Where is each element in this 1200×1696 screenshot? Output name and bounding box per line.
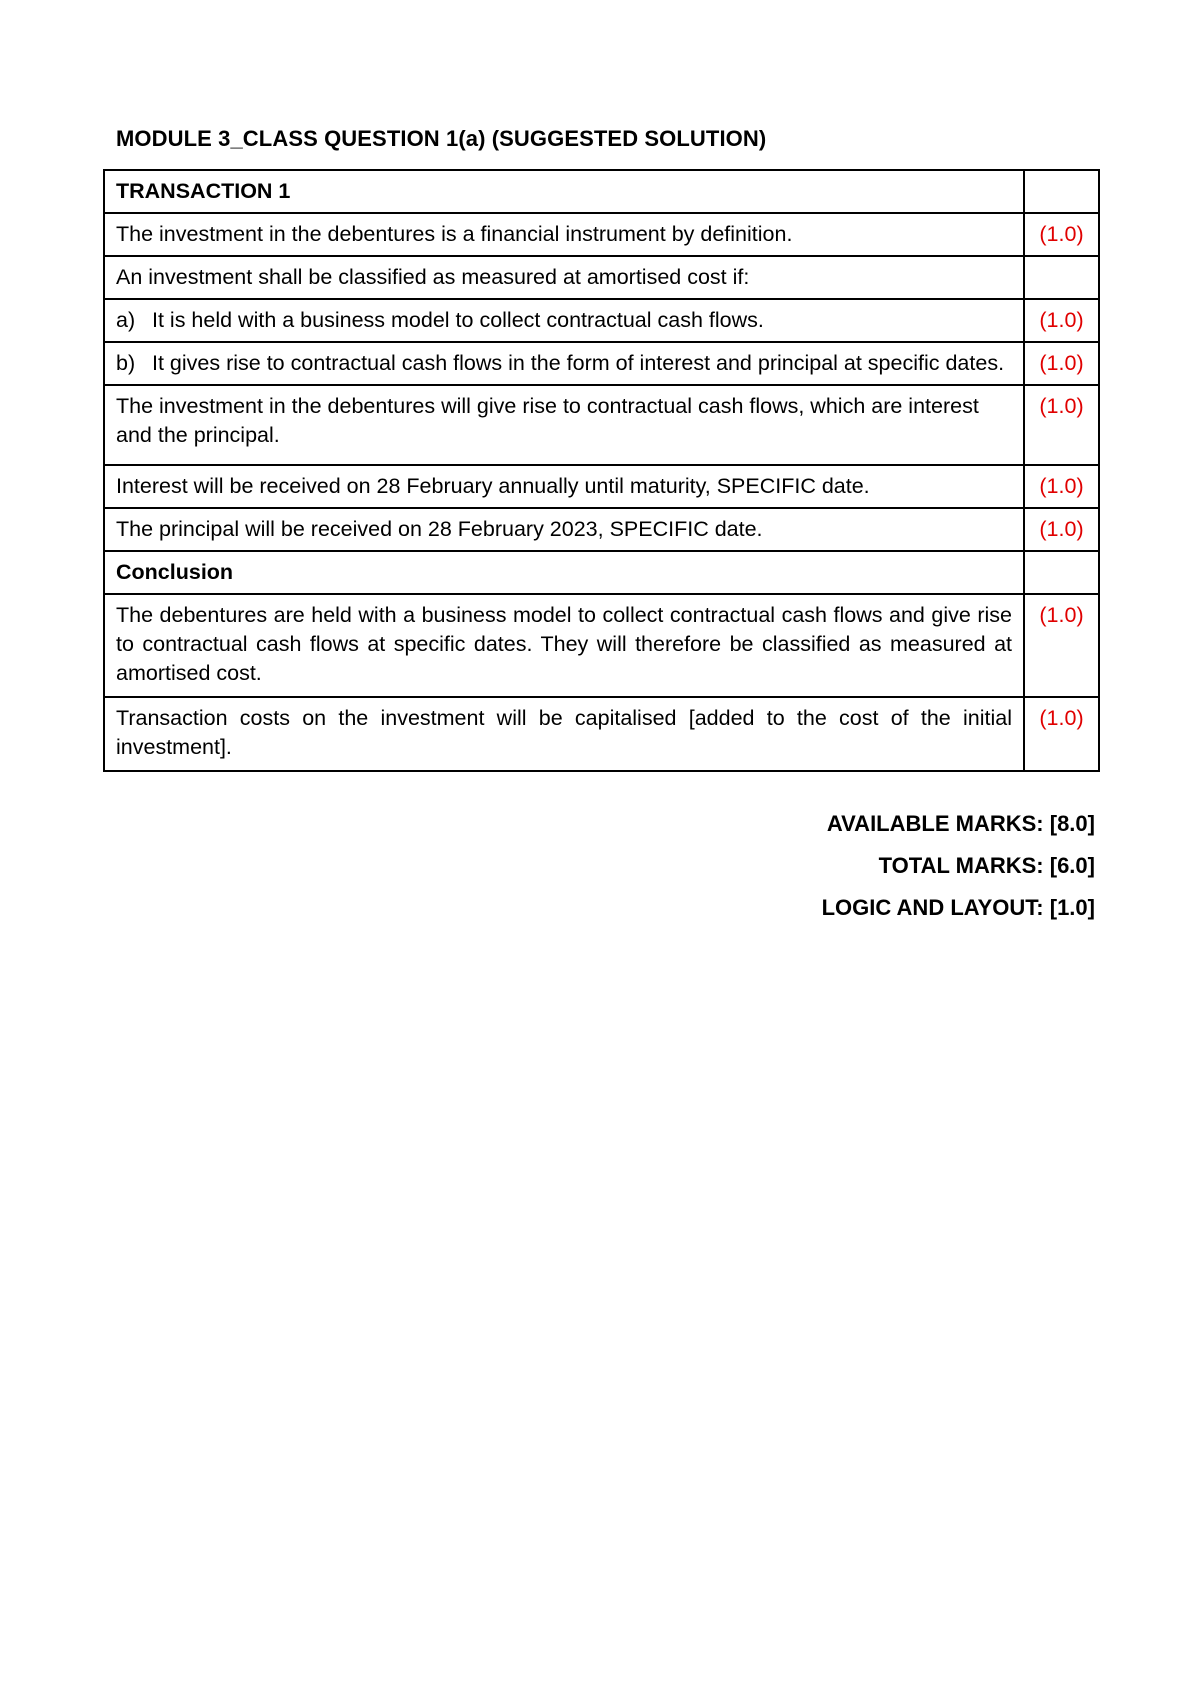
row-text: The investment in the debentures will give rise to contractual cash flows, which are interest and the principal. (104, 385, 1024, 465)
row-mark (1024, 256, 1099, 299)
total-marks (879, 853, 1095, 879)
table-row (104, 299, 1099, 342)
row-text: The debentures are held with a business model to collect contractual cash flows and give rise to contractual cash flows at specific dates. They will therefore be classified as measured at amortised cost. (104, 594, 1024, 697)
table-row (104, 256, 1099, 299)
available-marks-value: [8.0] (1049, 811, 1095, 836)
table-row-transaction-heading (104, 170, 1099, 213)
row-mark: (1.0) (1024, 213, 1099, 256)
row-mark: (1.0) (1024, 508, 1099, 551)
row-text: Transaction costs on the investment will be capitalised [added to the cost of the initial investment]. (104, 697, 1024, 771)
page-title: MODULE 3_CLASS QUESTION 1(a) (SUGGESTED SOLUTION) (116, 126, 767, 151)
row-mark: (1.0) (1024, 299, 1099, 342)
list-marker: b) (116, 351, 136, 375)
row-mark: (1.0) (1024, 385, 1099, 465)
available-marks (827, 811, 1095, 837)
list-row-cell (104, 299, 1024, 342)
row-text: Interest will be received on 28 February annually until maturity, SPECIFIC date. (104, 465, 1024, 508)
row-mark: (1.0) (1024, 697, 1099, 771)
row-mark: (1.0) (1024, 342, 1099, 385)
logic-layout-value: [1.0] (1049, 895, 1095, 920)
row-text: The principal will be received on 28 February 2023, SPECIFIC date. (104, 508, 1024, 551)
table-row (104, 342, 1099, 385)
total-marks-label: TOTAL MARKS: (878, 853, 1044, 878)
table-row (104, 697, 1099, 771)
table-row-conclusion-heading (104, 551, 1099, 594)
table-row (104, 508, 1099, 551)
list-marker: a) (116, 308, 136, 332)
list-text: It gives rise to contractual cash flows in the form of interest and principal at specific dates. (152, 351, 1005, 375)
empty-mark-cell (1024, 551, 1099, 594)
row-text: The investment in the debentures is a financial instrument by definition. (104, 213, 1024, 256)
logic-layout-marks (822, 895, 1095, 921)
empty-mark-cell (1024, 170, 1099, 213)
row-mark: (1.0) (1024, 594, 1099, 697)
table-row (104, 385, 1099, 465)
table-row (104, 594, 1099, 697)
table-row (104, 465, 1099, 508)
row-mark: (1.0) (1024, 465, 1099, 508)
row-text: An investment shall be classified as measured at amortised cost if: (104, 256, 1024, 299)
total-marks-value: [6.0] (1049, 853, 1095, 878)
table-row (104, 213, 1099, 256)
solution-table (103, 169, 1100, 772)
logic-layout-label: LOGIC AND LAYOUT: (821, 895, 1044, 920)
list-text: It is held with a business model to collect contractual cash flows. (152, 308, 764, 332)
transaction-heading: TRANSACTION 1 (104, 170, 1024, 213)
list-row-cell (104, 342, 1024, 385)
conclusion-heading: Conclusion (104, 551, 1024, 594)
available-marks-label: AVAILABLE MARKS: (826, 811, 1044, 836)
